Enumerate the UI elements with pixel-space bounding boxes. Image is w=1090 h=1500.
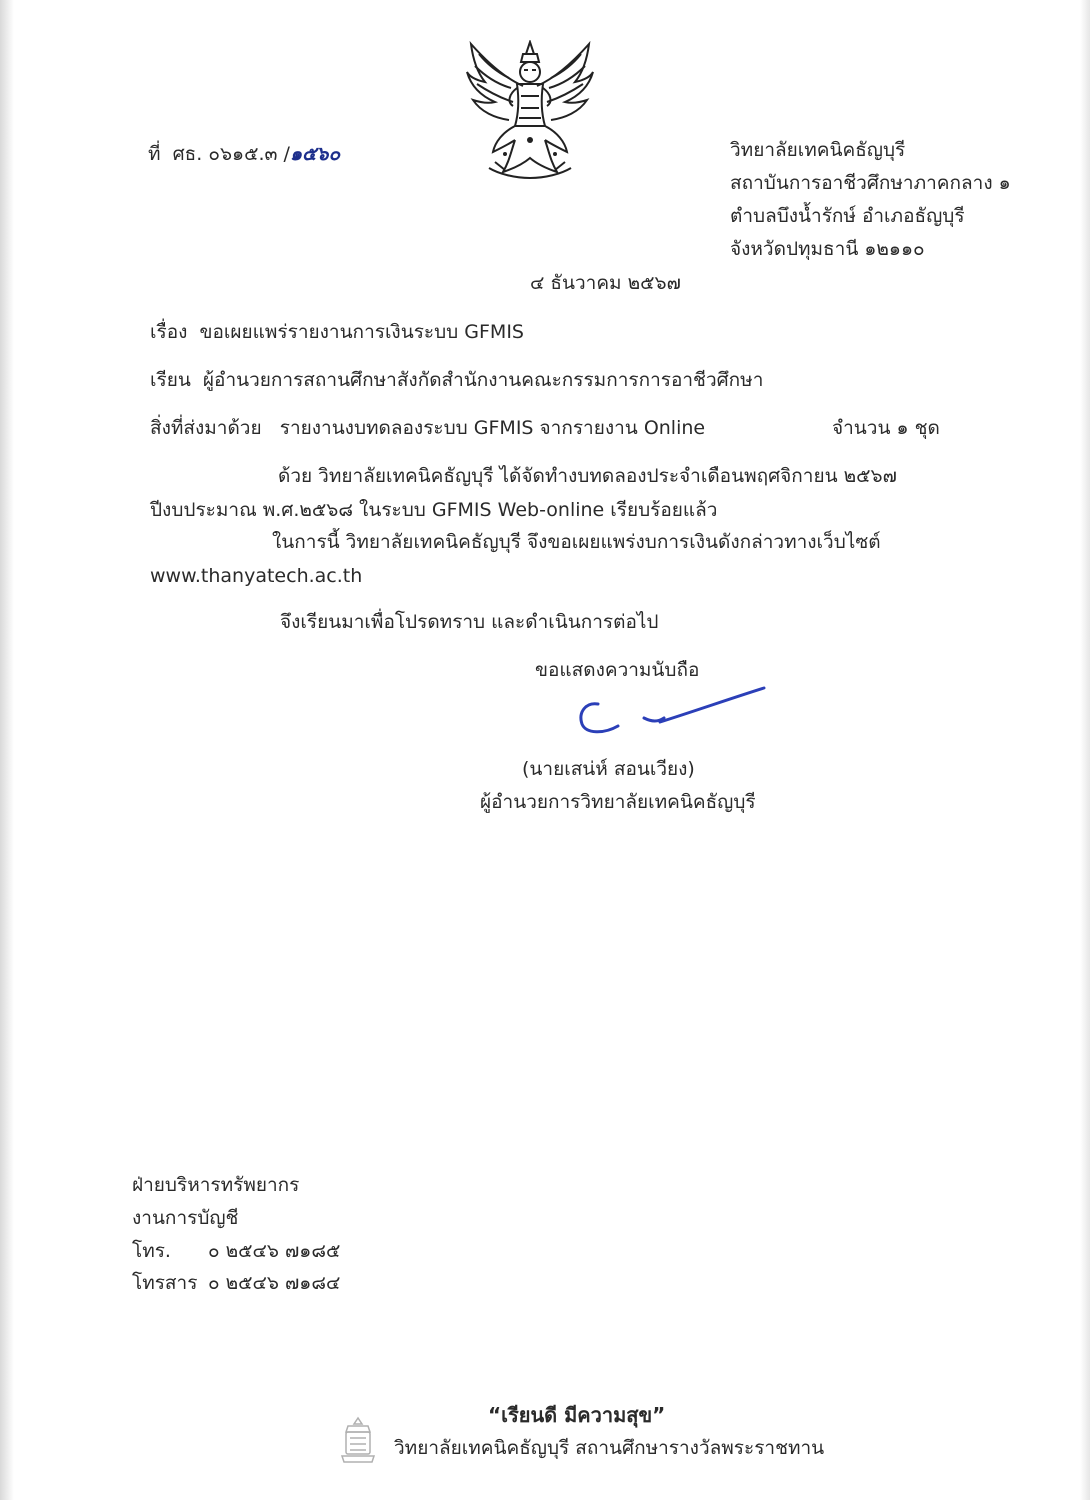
award-emblem-icon [340,1416,376,1466]
enclosure-quantity: จำนวน ๑ ชุด [832,417,940,439]
footer-phone: ๐ ๒๕๔๖ ๗๑๘๕ [208,1240,341,1262]
signer-name: (นายเสน่ห์ สอนเวียง) [522,758,695,780]
sender-address-line-1: วิทยาลัยเทคนิคธัญบุรี [730,139,906,161]
footer-fax-label: โทรสาร [132,1272,198,1294]
closing-request: จึงเรียนมาเพื่อโปรดทราบ และดำเนินการต่อไป [280,611,659,633]
footer-fax: ๐ ๒๕๔๖ ๗๑๘๔ [208,1272,341,1294]
subject-text: ขอเผยแพร่รายงานการเงินระบบ GFMIS [199,321,524,343]
footer-department: ฝ่ายบริหารทรัพยากร [132,1174,300,1196]
reference-handwritten-number: ๑๕๖๐ [289,143,341,165]
sender-address-line-4: จังหวัดปทุมธานี ๑๒๑๑๐ [730,238,925,260]
salutation: ขอแสดงความนับถือ [535,659,700,681]
recipient-line [150,368,763,392]
subject-label: เรื่อง [150,321,188,343]
enclosure-text: รายงานงบทดลองระบบ GFMIS จากรายงาน Online [279,417,706,439]
footer-phone-label: โทร. [132,1240,171,1262]
page-edge-shadow-right [1080,0,1090,1500]
body-paragraph-1-line-2: ปีงบประมาณ พ.ศ.๒๕๖๘ ในระบบ GFMIS Web-online เรียบร้อยแล้ว [150,499,718,521]
footer-section: งานการบัญชี [132,1207,239,1229]
signature-icon [572,682,772,744]
reference-number: ศธ. ๐๖๑๕.๓ / [172,143,290,165]
signer-title: ผู้อำนวยการวิทยาลัยเทคนิคธัญบุรี [480,791,756,813]
sender-address-line-3: ตำบลบึงน้ำรักษ์ อำเภอธัญบุรี [730,205,965,227]
enclosure-line [150,416,705,440]
reference-label: ที่ [148,143,161,165]
body-paragraph-1-line-1: ด้วย วิทยาลัยเทคนิคธัญบุรี ได้จัดทำงบทดลองประจำเดือนพฤศจิกายน ๒๕๖๗ [278,465,897,487]
recipient-label: เรียน [150,369,191,391]
subject-line [150,320,524,344]
footer-college-award: วิทยาลัยเทคนิคธัญบุรี สถานศึกษารางวัลพระราชทาน [394,1437,825,1459]
enclosure-label: สิ่งที่ส่งมาด้วย [150,417,262,439]
body-paragraph-2-line-1: ในการนี้ วิทยาลัยเทคนิคธัญบุรี จึงขอเผยแพร่งบการเงินดังกล่าวทางเว็บไซต์ [272,531,881,553]
recipient-text: ผู้อำนวยการสถานศึกษาสังกัดสำนักงานคณะกรรมการการอาชีวศึกษา [202,369,764,391]
letter-date: ๔ ธันวาคม ๒๕๖๗ [530,272,681,294]
website-address: www.thanyatech.ac.th [150,565,363,587]
page-edge-shadow-left [0,0,14,1500]
garuda-emblem-icon [465,40,595,182]
reference-line [148,142,340,166]
sender-address-line-2: สถาบันการอาชีวศึกษาภาคกลาง ๑ [730,172,1011,194]
footer-motto: “เรียนดี มีความสุข” [488,1403,666,1427]
